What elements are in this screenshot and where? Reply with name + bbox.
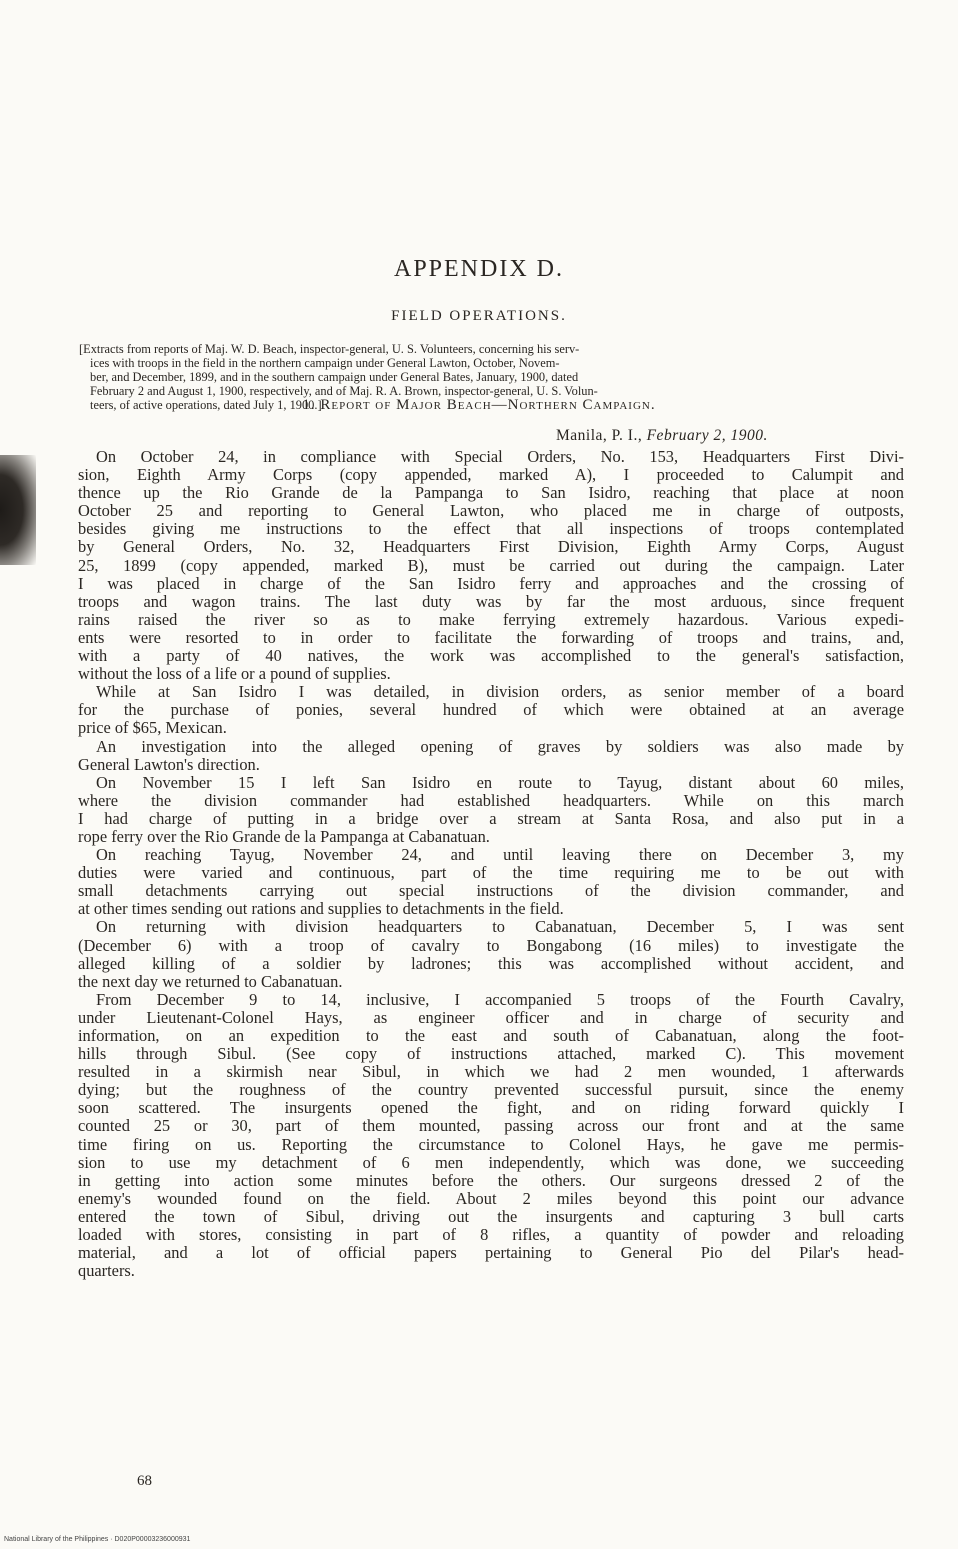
body-line: information, on an expedition to the east and south of Cabanatuan, along the foot- (78, 1026, 904, 1045)
body-line: dying; but the roughness of the country prevented successful pursuit, since the enemy (78, 1080, 904, 1100)
body-line: On October 24, in compliance with Special Orders, No. 153, Headquarters First Divi- (96, 447, 904, 466)
body-line: soon scattered. The insurgents opened the fight, and on riding forward quickly I (78, 1098, 904, 1118)
body-line: entered the town of Sibul, driving out the insurgents and capturing 3 bull carts (78, 1206, 904, 1226)
body-line: troops and wagon trains. The last duty was by far the most arduous, since frequent (78, 591, 904, 611)
body-line: resulted in a skirmish near Sibul, in which we had 2 men wounded, 1 afterwards (78, 1062, 904, 1082)
body-line: While at San Isidro I was detailed, in division orders, as senior member of a board (96, 682, 904, 702)
page-number: 68 (137, 1473, 152, 1489)
body-line: On November 15 I left San Isidro en route to Tayug, distant about 60 miles, (96, 772, 904, 792)
section-title: FIELD OPERATIONS. (391, 308, 567, 324)
body-line: material, and a lot of official papers pertaining to General Pio del Pilar's head- (78, 1243, 904, 1263)
body-line: From December 9 to 14, inclusive, I accompanied 5 troops of the Fourth Cavalry, (96, 989, 904, 1009)
extract-note-line: [Extracts from reports of Maj. W. D. Beach, inspector-general, U. S. Volunteers, concerning his serv- (79, 342, 580, 356)
body-line: in getting into action some minutes before the others. Our surgeons dressed 2 of the (78, 1170, 904, 1190)
body-line: the next day we returned to Cabanatuan. (78, 971, 343, 991)
footer-credit: National Library of the Philippines · D020P00003236000931 (4, 1536, 191, 1543)
body-line: hills through Sibul. (See copy of instructions attached, marked C). This movement (78, 1044, 904, 1064)
body-line: without the loss of a life or a pound of supplies. (78, 664, 391, 684)
body-line: price of $65, Mexican. (78, 718, 227, 738)
extract-note-line: ices with troops in the field in the northern campaign under General Lawton, October, Novem- (90, 356, 560, 370)
body-line: loaded with stores, consisting in part of 8 rifles, a quantity of powder and reloading (78, 1225, 904, 1245)
dateline (556, 427, 768, 445)
body-line: where the division commander had established headquarters. While on this march (78, 790, 904, 810)
appendix-title: APPENDIX D. (393, 256, 564, 282)
body-line: quarters. (78, 1261, 135, 1281)
body-line: besides giving me instructions to the effect that all inspections of troops contemplated (78, 519, 904, 539)
dateline-place: Manila, P. I., (556, 427, 643, 444)
report-body (78, 448, 904, 1280)
body-line: enemy's wounded found on the field. About 2 miles beyond this point our advance (78, 1188, 904, 1208)
body-line: duties were varied and continuous, part of the time requiring me to be out with (78, 863, 904, 883)
report-title: 1. Report of Major Beach—Northern Campaign. (302, 397, 656, 413)
body-paragraph (78, 918, 904, 990)
body-line: by General Orders, No. 32, Headquarters First Division, Eighth Army Corps, August (78, 537, 904, 557)
body-line: (December 6) with a troop of cavalry to Bongabong (16 miles) to investigate the (78, 935, 904, 955)
body-paragraph (78, 683, 904, 737)
extract-note-line: February 2 and August 1, 1900, respectively, and of Maj. R. A. Brown, inspector-general, U. S. Volun- (90, 384, 598, 398)
body-line: with a party of 40 natives, the work was accomplished to the general's satisfaction, (78, 646, 904, 666)
body-line: I had charge of putting in a bridge over a stream at Santa Rosa, and also put in a (78, 808, 904, 828)
body-line: time firing on us. Reporting the circumstance to Colonel Hays, he gave me permis- (78, 1134, 904, 1154)
body-line: at other times sending out rations and supplies to detachments in the field. (78, 899, 564, 919)
body-line: An investigation into the alleged opening of graves by soldiers was also made by (96, 736, 904, 756)
body-line: for the purchase of ponies, several hundred of which were obtained at an average (78, 700, 904, 720)
body-line: sion to use my detachment of 6 men independently, which was done, we succeeding (78, 1152, 904, 1172)
body-line: ents were resorted to in order to facilitate the forwarding of troops and trains, and, (78, 627, 904, 647)
extract-note-line: teers, of active operations, dated July 1, 1900.] (90, 398, 322, 412)
body-line: sion, Eighth Army Corps (copy appended, marked A), I proceeded to Calumpit and (78, 465, 904, 485)
body-line: General Lawton's direction. (78, 754, 260, 774)
body-paragraph (78, 846, 904, 918)
body-paragraph (78, 774, 904, 846)
body-line: 25, 1899 (copy appended, marked B), must be carried out during the campaign. Later (78, 555, 904, 575)
scan-binding-shadow (0, 455, 36, 565)
dateline-date: February 2, 1900. (646, 427, 768, 444)
body-line: alleged killing of a soldier by ladrones; this was accomplished without accident, and (78, 953, 904, 973)
body-line: I was placed in charge of the San Isidro ferry and approaches and the crossing of (78, 573, 904, 593)
body-line: under Lieutenant-Colonel Hays, as engineer officer and in charge of security and (78, 1007, 904, 1027)
body-line: On reaching Tayug, November 24, and until leaving there on December 3, my (96, 845, 904, 865)
body-line: counted 25 or 30, part of them mounted, passing across our front and at the same (78, 1116, 904, 1136)
body-line: October 25 and reporting to General Lawton, who placed me in charge of outposts, (78, 501, 904, 521)
body-paragraph (78, 448, 904, 683)
body-paragraph (78, 738, 904, 774)
body-line: small detachments carrying out special instructions of the division commander, and (78, 881, 904, 901)
body-line: On returning with division headquarters to Cabanatuan, December 5, I was sent (96, 917, 904, 937)
body-paragraph (78, 991, 904, 1281)
body-line: thence up the Rio Grande de la Pampanga to San Isidro, reaching that place at noon (78, 483, 904, 503)
body-line: rope ferry over the Rio Grande de la Pampanga at Cabanatuan. (78, 826, 490, 846)
extract-note-line: ber, and December, 1899, and in the southern campaign under General Bates, January, 1900, dated (90, 370, 579, 384)
body-line: rains raised the river so as to make ferrying extremely hazardous. Various expedi- (78, 609, 904, 629)
